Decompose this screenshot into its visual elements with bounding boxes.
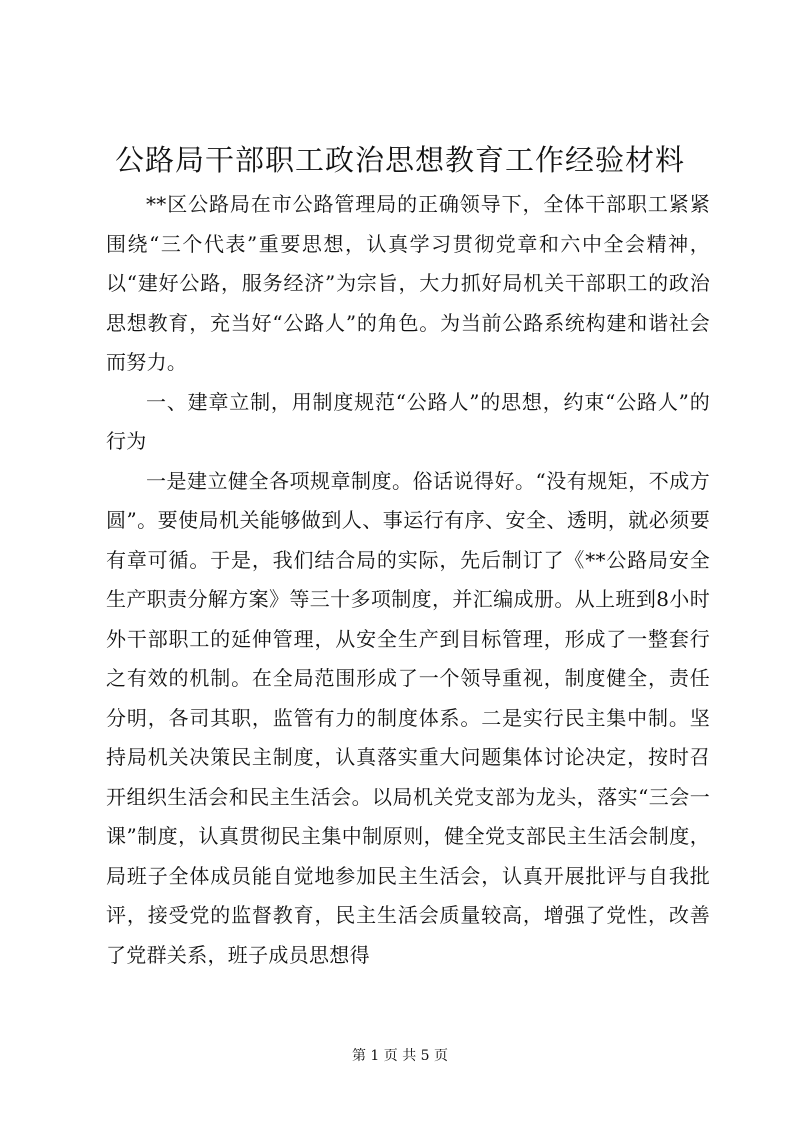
document-body [106, 185, 710, 975]
section-heading: 一、建章立制，用制度规范“公路人”的思想，约束“公路人”的行为 [106, 389, 710, 453]
page-number-footer: 第 1 页 共 5 页 [351, 1048, 449, 1064]
body-paragraph: 一是建立健全各项规章制度。俗话说得好。“没有规矩，不成方圆”。要使局机关能够做到人、事运行有序、安全、透明，就必须要有章可循。于是，我们结合局的实际，先后制订了《**公路局安全生产职责分解方案》等三十多项制度，并汇编成册。从上班到8小时外干部职工的延伸管理，从安全生产到目标管理，形成了一整套行之有效的机制。在全局范围形成了一个领导重视，制度健全，责任分明，各司其职，监管有力的制度体系。二是实行民主集中制。坚持局机关决策民主制度，认真落实重大问题集体讨论决定，按时召开组织生活会和民主生活会。以局机关党支部为龙头，落实“三会一课”制度，认真贯彻民主集中制原则，健全党支部民主生活会制度，局班子全体成员能自觉地参加民主生活会，认真开展批评与自我批评，接受党的监督教育，民主生活会质量较高，增强了党性，改善了党群关系，班子成员思想得 [106, 468, 710, 967]
intro-paragraph: **区公路局在市公路管理局的正确领导下，全体干部职工紧紧围绕“三个代表”重要思想，认真学习贯彻党章和六中全会精神，以“建好公路，服务经济”为宗旨，大力抓好局机关干部职工的政治思想教育，充当好“公路人”的角色。为当前公路系统构建和谐社会而努力。 [106, 192, 710, 374]
document-title: 公路局干部职工政治思想教育工作经验材料 [114, 143, 685, 177]
